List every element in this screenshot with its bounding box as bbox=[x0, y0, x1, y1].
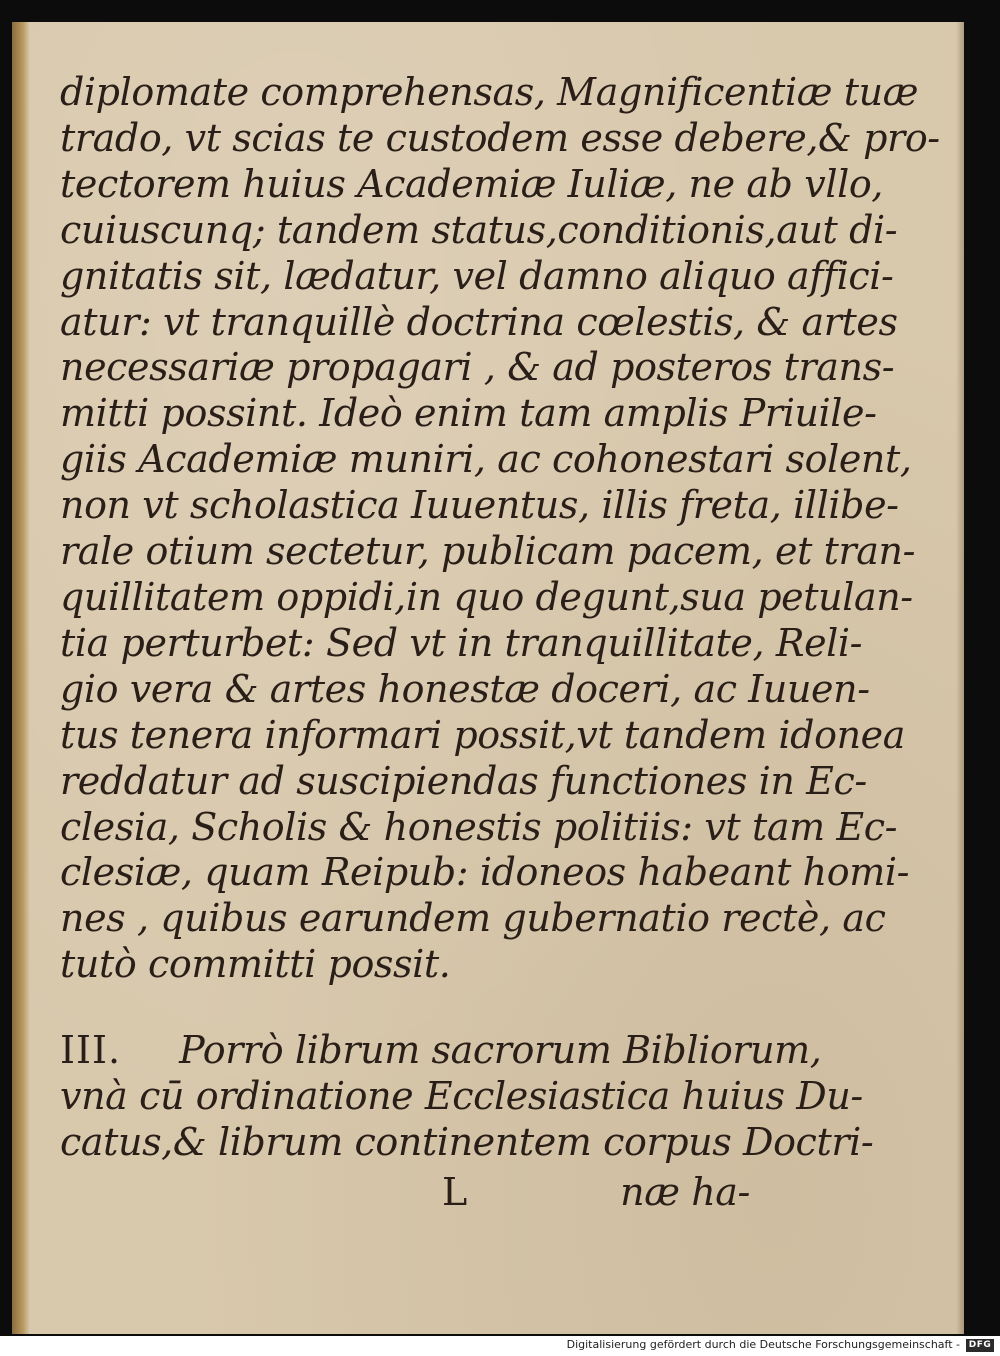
text-line: tutò committi possit. bbox=[60, 942, 451, 987]
paragraph-gap bbox=[60, 988, 750, 1028]
signature-mark: L bbox=[442, 1169, 467, 1214]
text-line: gio vera & artes honestæ doceri, ac Iuuen- bbox=[60, 666, 870, 711]
text-line: tia perturbet: Sed vt in tranquillitate, Reli- bbox=[60, 620, 863, 665]
text-line: trado, vt scias te custodem esse debere,& pro- bbox=[60, 115, 940, 160]
page-footer-line bbox=[60, 1170, 750, 1216]
text-line: cuiuscunq; tandem status,conditionis,aut di- bbox=[60, 207, 898, 252]
book-page bbox=[12, 22, 964, 1334]
text-line: catus,& librum continentem corpus Doctri- bbox=[60, 1119, 874, 1164]
text-line: non vt scholastica Iuuentus, illis freta, illibe- bbox=[60, 483, 899, 528]
catchword: næ ha- bbox=[620, 1169, 750, 1214]
page-gutter-shadow bbox=[12, 22, 30, 1334]
page-edge-shadow bbox=[956, 22, 964, 1334]
text-line: tectorem huius Academiæ Iuliæ, ne ab vllo, bbox=[60, 161, 883, 206]
text-line: giis Academiæ muniri, ac cohonestari solent, bbox=[60, 437, 912, 482]
text-line: mitti possint. Ideò enim tam amplis Priuile- bbox=[60, 391, 877, 436]
section-heading-line bbox=[60, 1028, 822, 1074]
credit-bar bbox=[0, 1336, 1000, 1356]
text-line: Porrò librum sacrorum Bibliorum, bbox=[179, 1028, 822, 1073]
text-line: rale otium sectetur, publicam pacem, et tran- bbox=[60, 529, 916, 574]
text-line: necessariæ propagari , & ad posteros trans- bbox=[60, 345, 895, 390]
text-line: tus tenera informari possit,vt tandem idonea bbox=[60, 712, 905, 757]
text-line: gnitatis sit, lædatur, vel damno aliquo affici- bbox=[60, 253, 894, 298]
page-text bbox=[60, 70, 940, 1216]
text-line: clesia, Scholis & honestis politiis: vt tam Ec- bbox=[60, 804, 898, 849]
text-line: nes , quibus earundem gubernatio rectè, ac bbox=[60, 896, 886, 941]
text-line: reddatur ad suscipiendas functiones in Ec- bbox=[60, 758, 867, 803]
credit-text: Digitalisierung gefördert durch die Deutsche Forschungsgemeinschaft - bbox=[566, 1338, 960, 1351]
section-number: III. bbox=[60, 1028, 122, 1073]
dfg-logo[interactable]: DFG bbox=[966, 1339, 994, 1352]
text-line: atur: vt tranquillè doctrina cœlestis, & artes bbox=[60, 299, 898, 344]
text-line: vnà cū ordinatione Ecclesiastica huius Du- bbox=[60, 1074, 863, 1119]
text-line: diplomate comprehensas, Magnificentiæ tuæ bbox=[60, 70, 919, 114]
text-line: quillitatem oppidi,in quo degunt,sua petulan- bbox=[60, 574, 913, 619]
text-line: clesiæ, quam Reipub: idoneos habeant homi- bbox=[60, 850, 910, 895]
